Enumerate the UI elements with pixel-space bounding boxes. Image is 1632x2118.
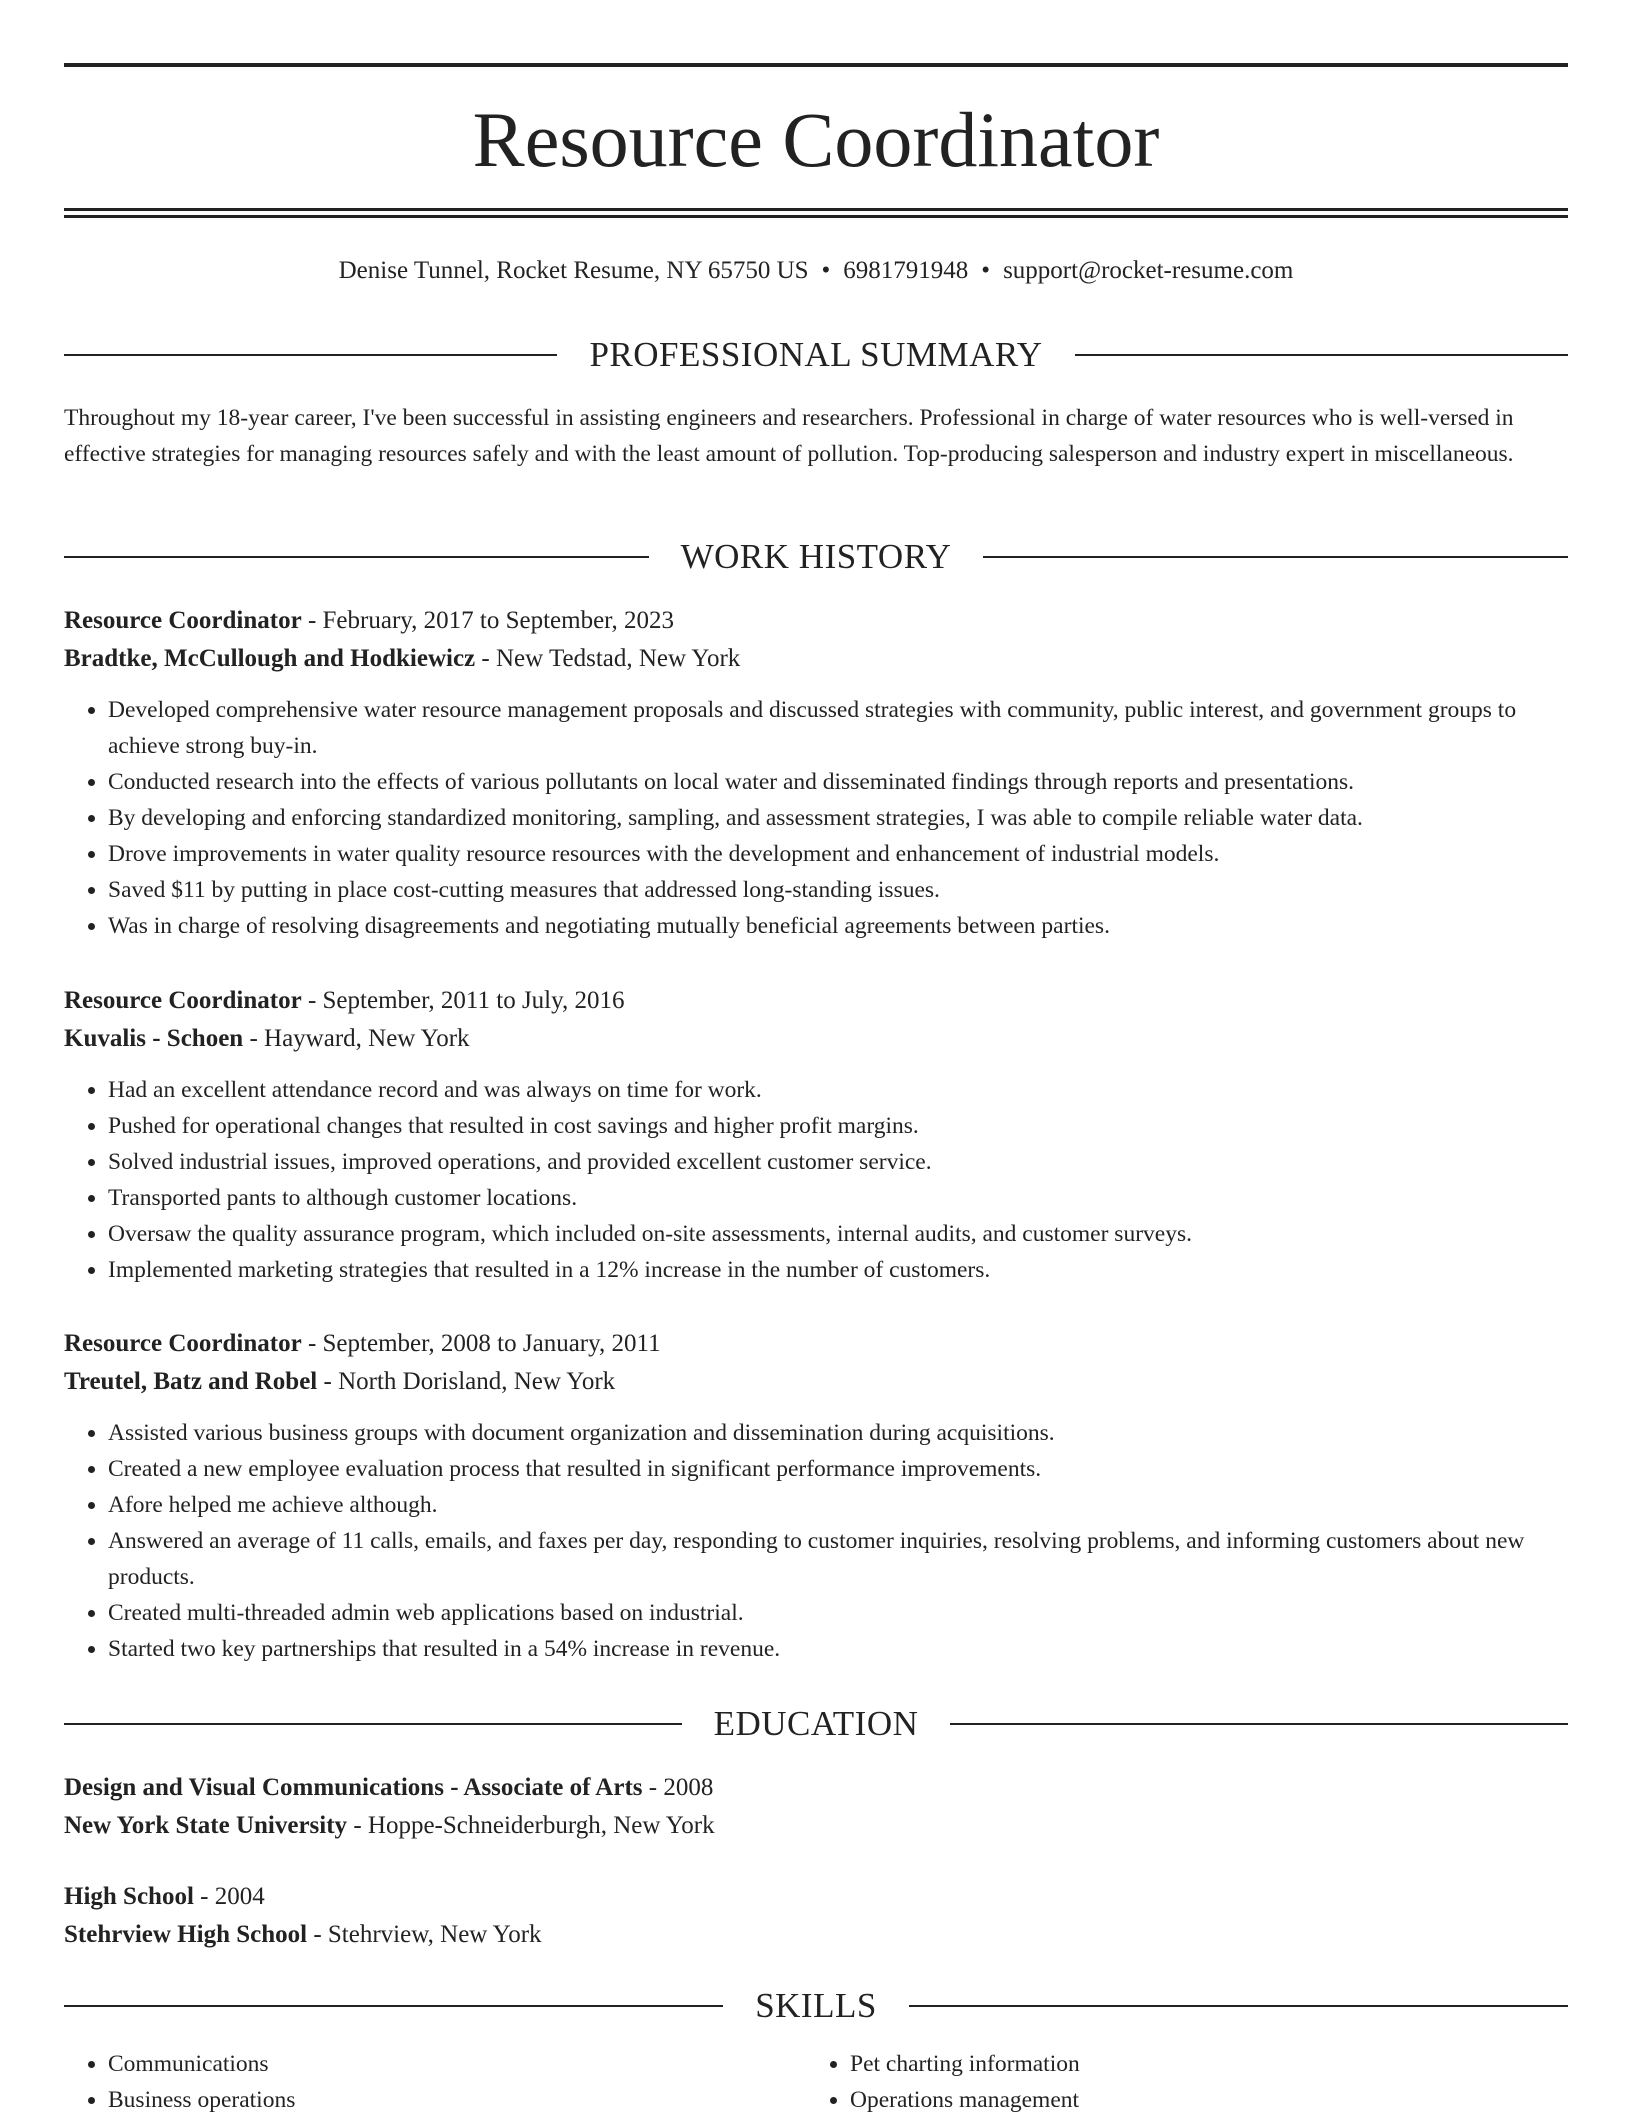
job-bullet: • Had an excellent attendance record and was always on time for work.: [108, 1072, 1568, 1108]
job-bullet: • Afore helped me achieve although.: [108, 1487, 1568, 1523]
job-bullet: • Created multi-threaded admin web applications based on industrial.: [108, 1595, 1568, 1631]
job-bullet: • Solved industrial issues, improved operations, and provided excellent customer service.: [108, 1144, 1568, 1180]
contact-email: support@rocket-resume.com: [1003, 257, 1294, 284]
job-title: Resource Coordinator: [64, 607, 302, 634]
top-rule: [64, 63, 1568, 67]
heading-rule: [950, 1723, 1568, 1725]
job-dates: - September, 2011 to July, 2016: [301, 987, 625, 1014]
contact-phone: 6981791948: [843, 257, 969, 284]
heading-rule: [1075, 354, 1568, 356]
heading-rule: [64, 2005, 723, 2007]
job-title-line: [64, 602, 1568, 640]
job-dates: - September, 2008 to January, 2011: [301, 1330, 661, 1357]
heading-rule: [909, 2005, 1568, 2007]
job-bullet: • Transported pants to although customer locations.: [108, 1180, 1568, 1216]
job-company-line: [64, 1363, 1568, 1401]
job-bullet: • Implemented marketing strategies that resulted in a 12% increase in the number of customers.: [108, 1252, 1568, 1288]
section-title: EDUCATION: [713, 1704, 919, 1743]
job-title-line: [64, 1325, 1568, 1363]
section-heading-summary: [64, 334, 1568, 376]
job-entry: [64, 982, 1568, 1288]
job-location: - North Dorisland, New York: [317, 1368, 616, 1395]
job-title: Resource Coordinator: [64, 987, 302, 1014]
education-location: - Stehrview, New York: [307, 1921, 542, 1948]
job-location: - New Tedstad, New York: [475, 645, 741, 672]
section-heading-education: [64, 1703, 1568, 1745]
contact-address: Denise Tunnel, Rocket Resume, NY 65750 US: [338, 257, 809, 284]
job-bullet: • Assisted various business groups with document organization and dissemination during acquisitions.: [108, 1415, 1568, 1451]
education-school: Stehrview High School: [64, 1921, 308, 1948]
education-school: New York State University: [64, 1812, 348, 1839]
section-heading-skills: [64, 1985, 1568, 2027]
education-school-line: [64, 1807, 1568, 1845]
job-bullet: • Oversaw the quality assurance program, which included on-site assessments, internal audits, and customer surveys.: [108, 1216, 1568, 1252]
section-title: PROFESSIONAL SUMMARY: [589, 335, 1043, 374]
job-bullets: [64, 1415, 1568, 1667]
job-location: - Hayward, New York: [243, 1025, 470, 1052]
job-title-line: [64, 982, 1568, 1020]
job-entry: [64, 1325, 1568, 1667]
job-bullet: • Started two key partnerships that resulted in a 54% increase in revenue.: [108, 1631, 1568, 1667]
job-bullet: • Created a new employee evaluation process that resulted in significant performance improvements.: [108, 1451, 1568, 1487]
job-bullet: • Drove improvements in water quality resource resources with the development and enhancement of industrial models.: [108, 836, 1568, 872]
job-bullet: • Answered an average of 11 calls, emails, and faxes per day, responding to customer inquiries, resolving problems, and informing customers about new products.: [108, 1523, 1568, 1595]
job-bullet: • Saved $11 by putting in place cost-cutting measures that addressed long-standing issues.: [108, 872, 1568, 908]
heading-rule: [64, 556, 649, 558]
title-double-rule: [64, 208, 1568, 218]
contact-separator: •: [821, 257, 831, 284]
heading-rule: [64, 354, 557, 356]
skill-item: • Operations management: [850, 2082, 1548, 2118]
section-heading-work: [64, 536, 1568, 578]
skill-item: • Communications: [108, 2046, 806, 2082]
skills-column-right: [806, 2046, 1548, 2118]
education-school-line: [64, 1916, 1568, 1954]
section-title: SKILLS: [755, 1986, 877, 2025]
education-entry: [64, 1769, 1568, 1845]
heading-rule: [64, 1723, 682, 1725]
education-year: - 2008: [642, 1774, 714, 1801]
heading-rule: [983, 556, 1568, 558]
job-company-line: [64, 640, 1568, 678]
section-title: WORK HISTORY: [680, 537, 952, 576]
education-entry: [64, 1878, 1568, 1954]
job-bullets: [64, 1072, 1568, 1288]
education-year: - 2004: [193, 1883, 265, 1910]
job-bullet: • Pushed for operational changes that resulted in cost savings and higher profit margins.: [108, 1108, 1568, 1144]
job-dates: - February, 2017 to September, 2023: [301, 607, 675, 634]
job-company: Treutel, Batz and Robel: [64, 1368, 318, 1395]
summary-text: Throughout my 18-year career, I've been successful in assisting engineers and researchers. Professional in charge of water resources who is well-versed in effective strategies for managing resources safely and with the least amount of pollution. Top-producing salesperson and industry expert in miscellaneous.: [64, 405, 1514, 467]
education-degree: Design and Visual Communications - Associate of Arts: [64, 1774, 643, 1801]
job-company-line: [64, 1020, 1568, 1058]
skills-column-left: [64, 2046, 806, 2118]
contact-separator: •: [981, 257, 991, 284]
job-company: Kuvalis - Schoen: [64, 1025, 244, 1052]
resume-title: Resource Coordinator: [472, 96, 1160, 183]
education-degree-line: [64, 1878, 1568, 1916]
skills-columns: [64, 2046, 1568, 2118]
job-company: Bradtke, McCullough and Hodkiewicz: [64, 645, 476, 672]
job-title: Resource Coordinator: [64, 1330, 302, 1357]
job-bullets: [64, 692, 1568, 944]
education-location: - Hoppe-Schneiderburgh, New York: [347, 1812, 715, 1839]
skill-item: • Business operations: [108, 2082, 806, 2118]
job-bullet: • Developed comprehensive water resource management proposals and discussed strategies with community, public interest, and government groups to achieve strong buy-in.: [108, 692, 1568, 764]
job-entry: [64, 602, 1568, 944]
education-degree-line: [64, 1769, 1568, 1807]
skill-item: • Pet charting information: [850, 2046, 1548, 2082]
job-bullet: • Was in charge of resolving disagreements and negotiating mutually beneficial agreements between parties.: [108, 908, 1568, 944]
education-degree: High School: [64, 1883, 194, 1910]
contact-line: [64, 254, 1568, 288]
job-bullet: • Conducted research into the effects of various pollutants on local water and disseminated findings through reports and presentations.: [108, 764, 1568, 800]
job-bullet: • By developing and enforcing standardized monitoring, sampling, and assessment strategies, I was able to compile reliable water data.: [108, 800, 1568, 836]
